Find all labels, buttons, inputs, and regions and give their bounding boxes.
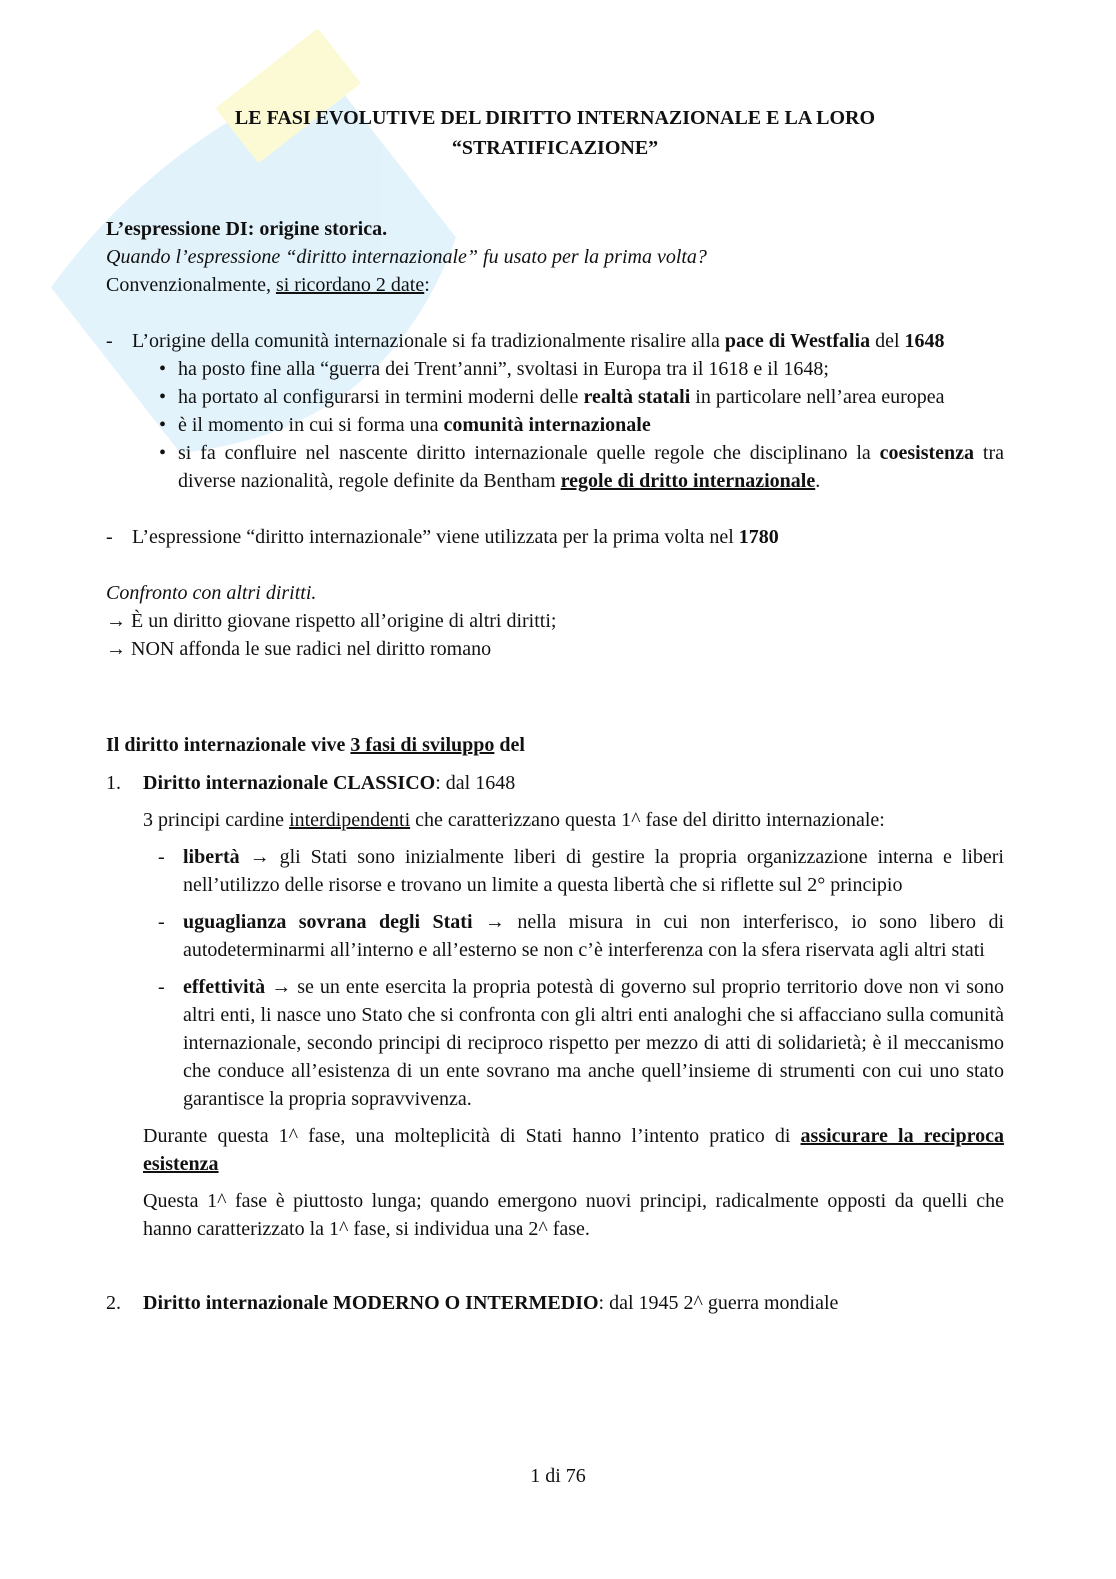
origin-item-westfalia: - L’origine della comunità internazionale si fa tradizionalmente risalire alla pace di Westfalia del 1648 (106, 327, 1004, 355)
principle-effettivita: - effettività → se un ente esercita la propria potestà di governo sul proprio territorio dove non vi sono altri enti, li nasce uno Stato che si confronta con gli altri enti analoghi che si affacciano sulla comunità internazionale, secondo principi di reciproco rispetto per mezzo di atti di solidarietà; è il meccanismo che conduce all’esistenza di un ente sovrano ma anche quell’insieme di strumenti con cui uno stato garantisce la propria sopravvivenza. (106, 973, 1004, 1113)
comparison-heading: Confronto con altri diritti. (106, 582, 317, 604)
origin-question: Quando l’espressione “diritto internazionale” fu usato per la prima volta? (106, 246, 707, 268)
page-content (106, 103, 1004, 1317)
document-title: LE FASI EVOLUTIVE DEL DIRITTO INTERNAZIONALE E LA LORO “STRATIFICAZIONE” (234, 107, 876, 159)
list-item: • si fa confluire nel nascente diritto internazionale quelle regole che disciplinano la coesistenza tra diverse nazionalità, regole definite da Bentham regole di dritto internazionale. (159, 442, 1005, 492)
dash-marker: - (158, 846, 165, 868)
section-heading-origin: L’espressione DI: origine storica. (106, 218, 388, 240)
phase-1-heading: 1. Diritto internazionale CLASSICO: dal 1648 (106, 772, 516, 794)
phase-1-length: Questa 1^ fase è piuttosto lunga; quando emergono nuovi principi, radicalmente opposti da quelli che hanno caratterizzato la 1^ fase, si individua una 2^ fase. (143, 1190, 1004, 1240)
dash-marker: - (106, 526, 113, 548)
phase-1-goal: Durante questa 1^ fase, una molteplicità di Stati hanno l’intento pratico di assicurare la reciproca esistenza (143, 1125, 1005, 1175)
origin-item-1780: - L’espressione “diritto internazionale” viene utilizzata per la prima volta nel 1780 (106, 523, 1004, 551)
section-heading-phases: Il diritto internazionale vive 3 fasi di sviluppo del (106, 734, 525, 756)
list-item: • ha portato al configurarsi in termini moderni delle realtà statali in particolare nell’area europea (159, 386, 945, 408)
dash-marker: - (106, 330, 113, 352)
phase-1-intro: 3 principi cardine interdipendenti che caratterizzano questa 1^ fase del diritto internazionale: (143, 809, 885, 831)
list-item: • è il momento in cui si forma una comunità internazionale (159, 414, 651, 436)
page-number: 1 di 76 (530, 1465, 586, 1487)
comparison-line-1: → È un diritto giovane rispetto all’origine di altri diritti; (106, 610, 557, 632)
dash-marker: - (158, 911, 165, 933)
principle-uguaglianza: - uguaglianza sovrana degli Stati → nella misura in cui non interferisco, io sono libero di autodeterminarmi all’interno e all’esterno se non c’è interferenza con la sfera riservata agli altri stati (106, 908, 1004, 964)
list-item: • ha posto fine alla “guerra dei Trent’anni”, svoltasi in Europa tra il 1618 e il 1648; (159, 358, 829, 380)
origin-intro: Convenzionalmente, si ricordano 2 date: (106, 274, 430, 296)
dash-marker: - (158, 976, 165, 998)
phase-2-heading: 2. Diritto internazionale MODERNO O INTERMEDIO: dal 1945 2^ guerra mondiale (106, 1292, 839, 1314)
principle-liberta: - libertà → gli Stati sono inizialmente liberi di gestire la propria organizzazione interna e liberi nell’utilizzo delle risorse e trovano un limite a questa libertà che si riflette sul 2° principio (106, 843, 1004, 899)
comparison-line-2: → NON affonda le sue radici nel diritto romano (106, 638, 492, 660)
westfalia-bullet-list (106, 355, 1004, 495)
